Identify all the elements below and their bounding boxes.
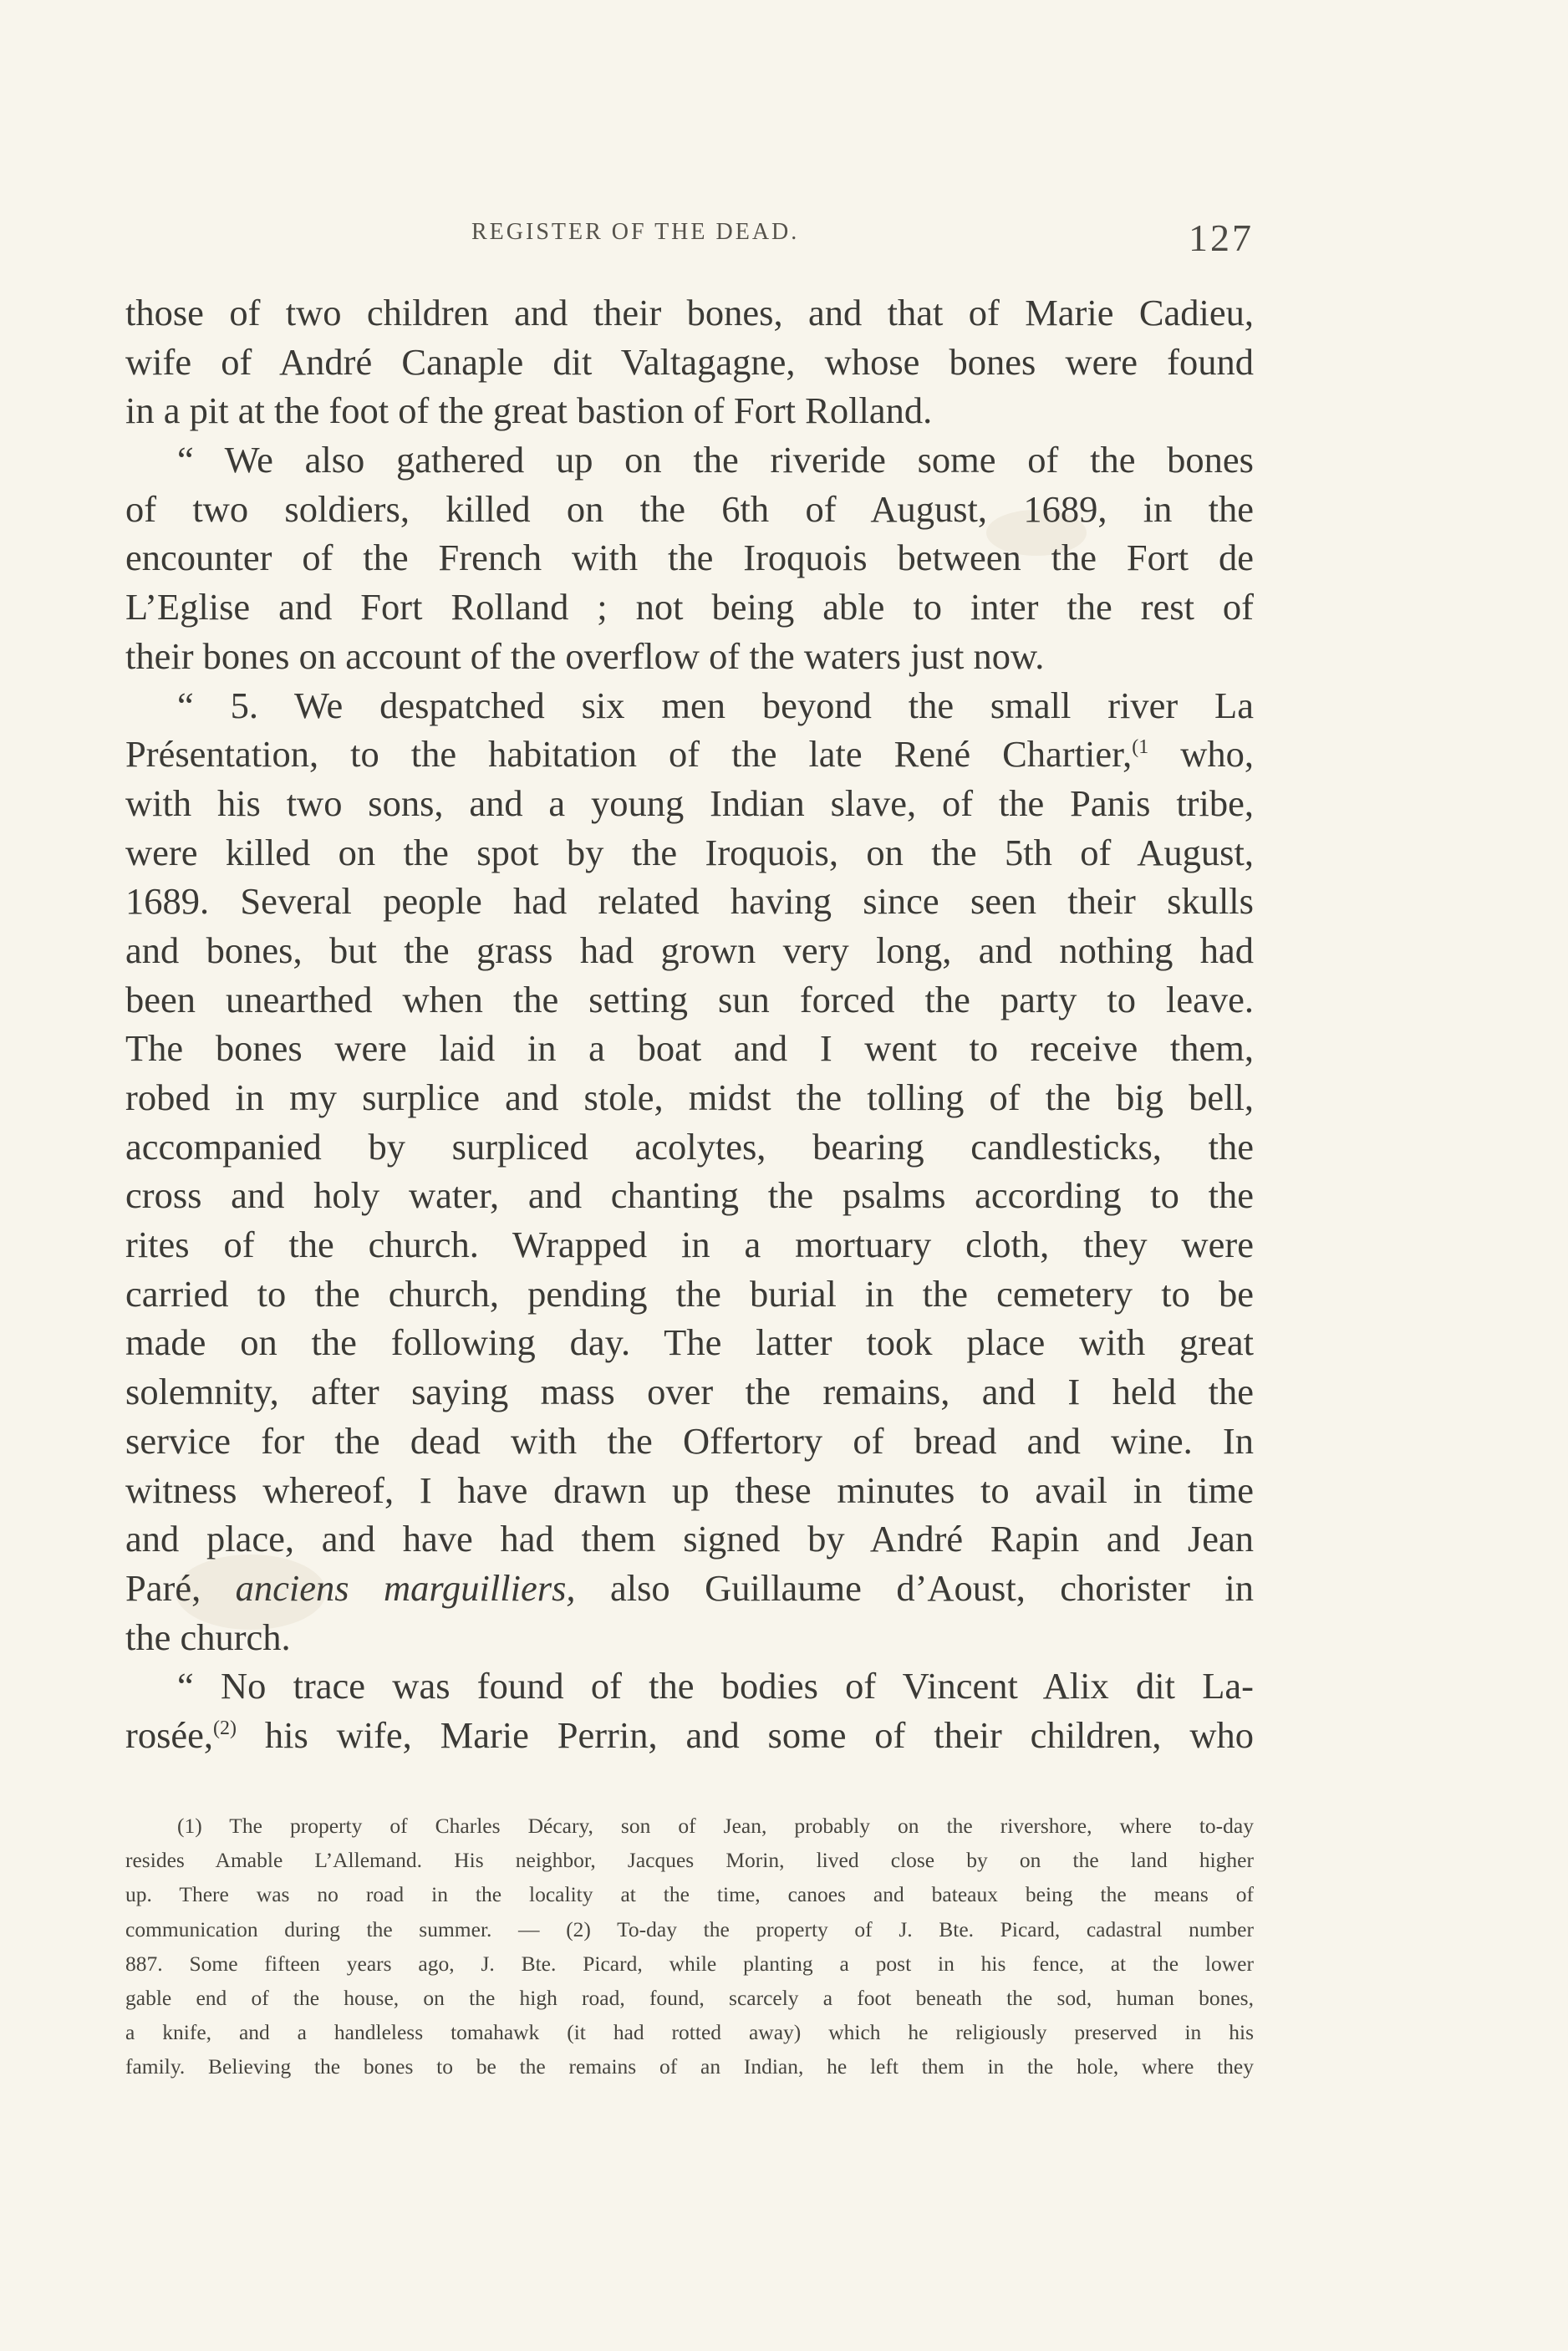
text-line: were killed on the spot by the Iroquois, on the 5th of August, bbox=[125, 831, 1254, 873]
text-line bbox=[125, 730, 1254, 779]
body-text bbox=[125, 288, 1254, 1760]
text-line: and bones, but the grass had grown very long, and nothing had bbox=[125, 929, 1254, 971]
page-number: 127 bbox=[1189, 216, 1254, 259]
text-line: made on the following day. The latter took place with great bbox=[125, 1321, 1254, 1364]
footnote-line: (1) The property of Charles Décary, son of Jean, probably on the rivershore, where to-day bbox=[177, 1814, 1254, 1838]
text-line: with his two sons, and a young Indian slave, of the Panis tribe, bbox=[125, 781, 1254, 824]
text-line: witness whereof, I have drawn up these minutes to avail in time bbox=[125, 1468, 1254, 1511]
footnote-line: 887. Some fifteen years ago, J. Bte. Picard, while planting a post in his fence, at the lower bbox=[125, 1951, 1254, 1976]
italic-phrase: anciens marguilliers, bbox=[235, 1566, 576, 1609]
text-line: cross and holy water, and chanting the psalms according to the bbox=[125, 1174, 1254, 1217]
text-line: been unearthed when the setting sun forced the party to leave. bbox=[125, 978, 1254, 1020]
running-head bbox=[125, 216, 1254, 266]
footnotes bbox=[125, 1809, 1254, 2084]
text-line: “ No trace was found of the bodies of Vincent Alix dit La- bbox=[177, 1665, 1254, 1707]
text-line bbox=[125, 1564, 1254, 1613]
text-line: and place, and have had them signed by André Rapin and Jean bbox=[125, 1518, 1254, 1560]
text-line: The bones were laid in a boat and I went to receive them, bbox=[125, 1027, 1254, 1070]
text-line-start: Paré, bbox=[125, 1566, 201, 1609]
text-line: in a pit at the foot of the great bastion of Fort Rolland. bbox=[125, 389, 933, 432]
text-line: 1689. Several people had related having since seen their skulls bbox=[125, 880, 1254, 923]
text-line: “ We also gathered up on the riveride some of the bones bbox=[177, 439, 1254, 481]
footnote-line: resides Amable L’Allemand. His neighbor, Jacques Morin, lived close by on the land higher bbox=[125, 1848, 1254, 1873]
text-line: carried to the church, pending the burial in the cemetery to be bbox=[125, 1272, 1254, 1315]
text-line: service for the dead with the Offertory of bread and wine. In bbox=[125, 1419, 1254, 1462]
text-line: of two soldiers, killed on the 6th of August, 1689, in the bbox=[125, 487, 1254, 530]
text-line: robed in my surplice and stole, midst the tolling of the big bell, bbox=[125, 1076, 1254, 1118]
running-title: REGISTER OF THE DEAD. bbox=[471, 219, 800, 245]
text-line: L’Eglise and Fort Rolland ; not being able to inter the rest of bbox=[125, 586, 1254, 628]
footnote-line: communication during the summer. — (2) To-day the property of J. Bte. Picard, cadastral number bbox=[125, 1916, 1254, 1941]
text-line: rites of the church. Wrapped in a mortuary cloth, they were bbox=[125, 1224, 1254, 1266]
footnote-line: gable end of the house, on the high road, found, scarcely a foot beneath the sod, human bones, bbox=[125, 1985, 1254, 2010]
footnote-line: a knife, and a handleless tomahawk (it had rotted away) which he religiously preserved in his bbox=[125, 2020, 1254, 2045]
text-line-start: rosée, bbox=[125, 1713, 214, 1756]
text-line: accompanied by surpliced acolytes, bearing candlesticks, the bbox=[125, 1125, 1254, 1168]
footnote-ref: (1 bbox=[1132, 736, 1149, 759]
text-line: the church. bbox=[125, 1616, 291, 1658]
text-line-end: also Guillaume d’Aoust, chorister in bbox=[609, 1566, 1255, 1609]
text-line: “ 5. We despatched six men beyond the small river La bbox=[177, 684, 1254, 726]
text-line: their bones on account of the overflow of the waters just now. bbox=[125, 634, 1045, 677]
text-line: those of two children and their bones, and that of Marie Cadieu, bbox=[125, 292, 1254, 333]
text-line-end: his wife, Marie Perrin, and some of their children, who bbox=[264, 1713, 1254, 1756]
text-line: wife of André Canaple dit Valtagagne, whose bones were found bbox=[125, 340, 1254, 383]
text-line-end: who, bbox=[1180, 733, 1255, 776]
text-line: solemnity, after saying mass over the remains, and I held the bbox=[125, 1371, 1254, 1413]
text-line: encounter of the French with the Iroquois between the Fort de bbox=[125, 537, 1254, 579]
footnote-line: family. Believing the bones to be the remains of an Indian, he left them in the hole, where they bbox=[125, 2054, 1254, 2079]
footnote-line: up. There was no road in the locality at the time, canoes and bateaux being the means of bbox=[125, 1882, 1254, 1907]
text-line-start: Présentation, to the habitation of the late René Chartier, bbox=[125, 733, 1133, 776]
footnote-ref: (2) bbox=[213, 1717, 237, 1740]
text-line bbox=[125, 1711, 1254, 1760]
